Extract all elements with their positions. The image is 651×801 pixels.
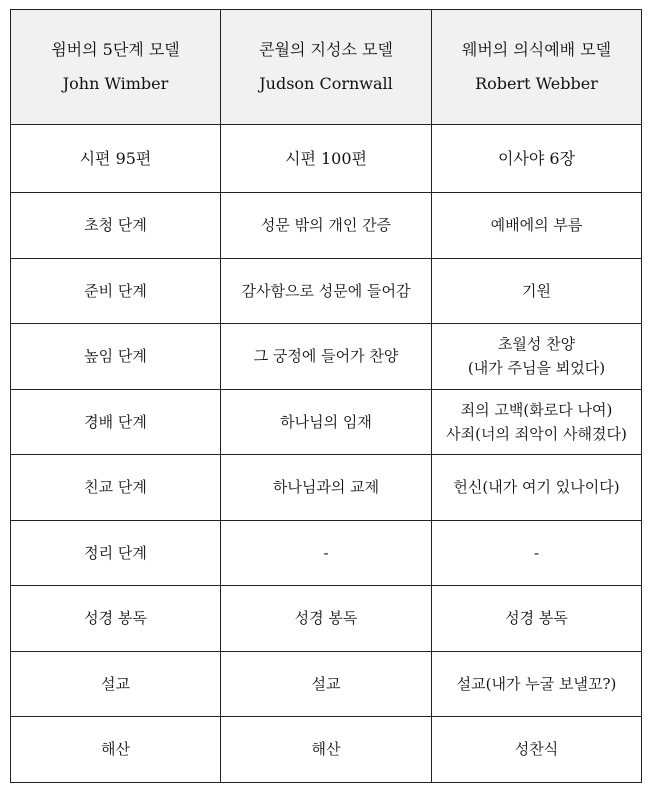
- table-row: [11, 193, 642, 259]
- cell-line: 성찬식: [514, 740, 559, 759]
- wimber-cell: 친교 단계: [11, 455, 221, 521]
- source-cell: 이사야 6장: [432, 125, 642, 193]
- wimber-cell: 경배 단계: [11, 389, 221, 455]
- webber-cell: [432, 193, 642, 259]
- webber-cell: [432, 586, 642, 652]
- cell-line: 헌신(내가 여기 있나이다): [453, 478, 620, 497]
- scripture-source-row: [11, 125, 642, 193]
- wimber-cell: 설교: [11, 651, 221, 717]
- webber-cell: [432, 455, 642, 521]
- cell-line: 기원: [522, 281, 551, 300]
- wimber-cell: 초청 단계: [11, 193, 221, 259]
- cell-line: 초월성 찬양: [497, 335, 576, 354]
- cornwall-cell: 그 궁정에 들어가 찬양: [221, 324, 432, 390]
- wimber-cell: 정리 단계: [11, 520, 221, 586]
- table-row: [11, 586, 642, 652]
- header-cell-webber: [432, 10, 642, 125]
- header-cell-wimber: [11, 10, 221, 125]
- cell-line: 죄의 고백(화로다 나여): [460, 400, 613, 419]
- source-cell: 시편 100편: [221, 125, 432, 193]
- table-row: [11, 389, 642, 455]
- header-author: Robert Webber: [475, 74, 598, 93]
- cornwall-cell: 해산: [221, 717, 432, 783]
- header-title: 웨버의 의식예배 모델: [461, 40, 612, 59]
- table-row: [11, 717, 642, 783]
- webber-cell: [432, 324, 642, 390]
- table-row: [11, 258, 642, 324]
- header-title: 콘월의 지성소 모델: [259, 40, 393, 59]
- cornwall-cell: -: [221, 520, 432, 586]
- header-title: 윔버의 5단계 모델: [51, 40, 180, 59]
- table-row: [11, 455, 642, 521]
- cell-line: (내가 주님을 뵈었다): [467, 359, 606, 378]
- wimber-cell: 성경 봉독: [11, 586, 221, 652]
- cell-line: 성경 봉독: [505, 609, 568, 628]
- cell-line: -: [533, 543, 540, 562]
- cell-line: 설교(내가 누굴 보낼꼬?): [456, 674, 617, 693]
- cornwall-cell: 설교: [221, 651, 432, 717]
- cornwall-cell: 감사함으로 성문에 들어감: [221, 258, 432, 324]
- webber-cell: [432, 651, 642, 717]
- worship-models-table: [10, 9, 642, 783]
- wimber-cell: 준비 단계: [11, 258, 221, 324]
- webber-cell: [432, 389, 642, 455]
- wimber-cell: 해산: [11, 717, 221, 783]
- table-row: [11, 324, 642, 390]
- webber-cell: [432, 520, 642, 586]
- header-row: [11, 10, 642, 125]
- wimber-cell: 높임 단계: [11, 324, 221, 390]
- cell-line: 사죄(너의 죄악이 사해졌다): [446, 424, 627, 443]
- cell-line: 예배에의 부름: [490, 216, 583, 235]
- cornwall-cell: 성경 봉독: [221, 586, 432, 652]
- source-cell: 시편 95편: [11, 125, 221, 193]
- table-row: [11, 651, 642, 717]
- header-cell-cornwall: [221, 10, 432, 125]
- webber-cell: [432, 717, 642, 783]
- header-author: John Wimber: [62, 74, 169, 93]
- cornwall-cell: 성문 밖의 개인 간증: [221, 193, 432, 259]
- cornwall-cell: 하나님의 임재: [221, 389, 432, 455]
- webber-cell: [432, 258, 642, 324]
- cornwall-cell: 하나님과의 교제: [221, 455, 432, 521]
- table-row: [11, 520, 642, 586]
- header-author: Judson Cornwall: [259, 74, 393, 93]
